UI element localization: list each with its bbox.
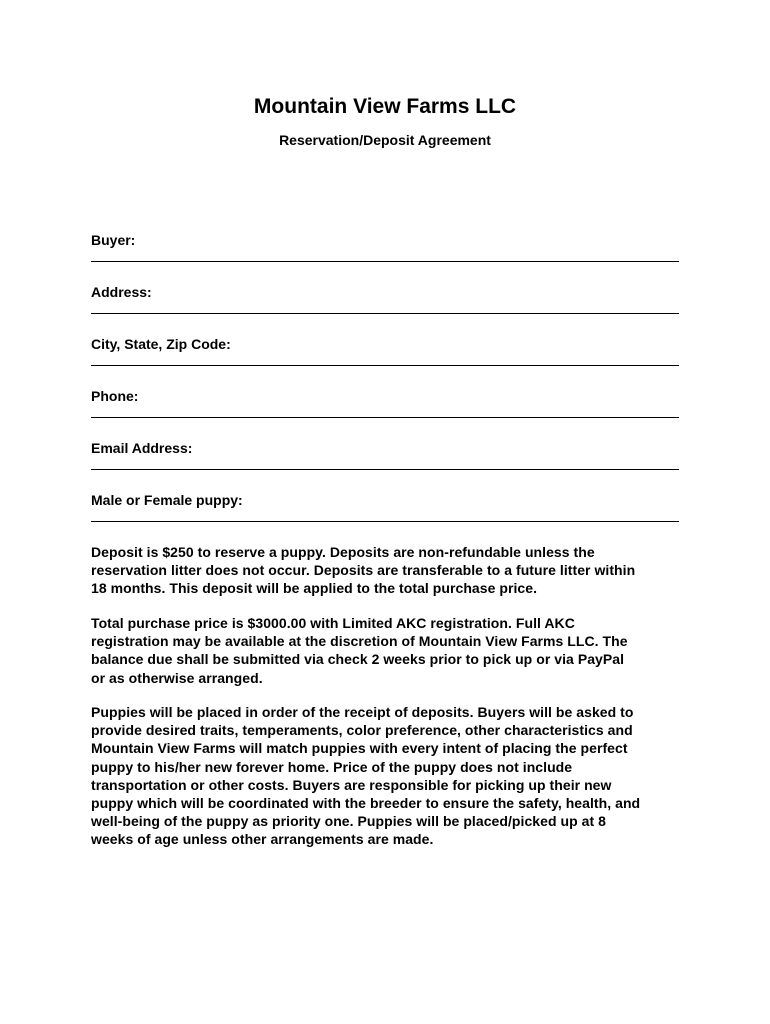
puppy-sex-underline	[91, 521, 679, 522]
document-title: Mountain View Farms LLC	[253, 95, 517, 118]
email-address-field[interactable]	[91, 439, 679, 471]
placement-paragraph: Puppies will be placed in order of the receipt of deposits. Buyers will be asked to provide desired traits, temperaments, color preference, other characteristics and Mountain View Farms will match puppies with every intent of placing the perfect puppy to his/her new forever home. Price of the puppy does not include transportation or other costs. Buyers are responsible for picking up their new puppy which will be coordinated with the breeder to ensure the safety, health, and well-being of the puppy as priority one. Puppies will be placed/picked up at 8 weeks of age unless other arrangements are made.	[91, 704, 641, 848]
city-state-zip-field[interactable]	[91, 335, 679, 367]
puppy-sex-label: Male or Female puppy:	[91, 492, 243, 508]
city-state-zip-underline	[91, 365, 679, 366]
address-label: Address:	[91, 284, 152, 300]
phone-label: Phone:	[91, 388, 139, 404]
phone-underline	[91, 417, 679, 418]
puppy-sex-field[interactable]	[91, 491, 679, 523]
city-state-zip-label: City, State, Zip Code:	[91, 336, 231, 352]
buyer-underline	[91, 261, 679, 262]
deposit-paragraph: Deposit is $250 to reserve a puppy. Deposits are non-refundable unless the reservation litter does not occur. Deposits are transferable to a future litter within 18 months. This deposit will be applied to the total purchase price.	[91, 544, 636, 597]
buyer-label: Buyer:	[91, 232, 136, 248]
phone-field[interactable]	[91, 387, 679, 419]
email-address-label: Email Address:	[91, 440, 193, 456]
document-subtitle: Reservation/Deposit Agreement	[279, 132, 491, 148]
address-underline	[91, 313, 679, 314]
email-address-underline	[91, 469, 679, 470]
purchase-price-paragraph: Total purchase price is $3000.00 with Limited AKC registration. Full AKC registration may be available at the discretion of Mountain View Farms LLC. The balance due shall be submitted via check 2 weeks prior to pick up or via PayPal or as otherwise arranged.	[91, 615, 628, 686]
buyer-field[interactable]	[91, 231, 679, 263]
address-field[interactable]	[91, 283, 679, 315]
